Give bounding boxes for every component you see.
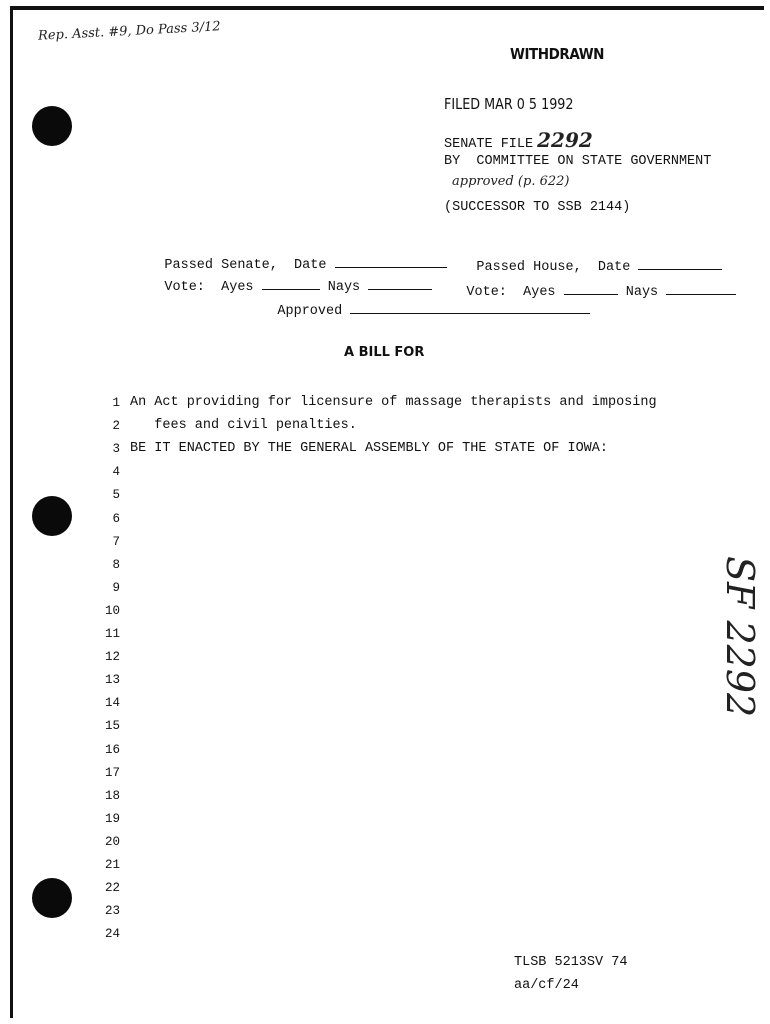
punch-hole-bottom: [32, 878, 72, 918]
line-number: 20: [104, 834, 120, 849]
line-number: 12: [104, 650, 120, 665]
page-top-edge: [10, 6, 764, 10]
approved-label: Approved: [277, 304, 343, 319]
senate-file-number: 2292: [537, 128, 593, 152]
line-number: 5: [112, 488, 120, 503]
bill-text-line: An Act providing for licensure of massage therapists and imposing: [130, 395, 657, 410]
punch-hole-middle: [32, 496, 72, 536]
senate-nays-label: Nays: [327, 280, 361, 295]
line-number: 15: [104, 719, 120, 734]
successor-line: (SUCCESSOR TO SSB 2144): [444, 200, 631, 215]
line-number: 14: [104, 696, 120, 711]
senate-file-label: SENATE FILE: [444, 137, 534, 152]
committee-line: BY COMMITTEE ON STATE GOVERNMENT: [444, 154, 712, 169]
handwritten-approved-note: approved (p. 622): [452, 174, 570, 189]
bill-text-line: BE IT ENACTED BY THE GENERAL ASSEMBLY OF THE STATE OF IOWA:: [130, 441, 608, 457]
line-number: 16: [104, 742, 120, 757]
handwritten-note-top: Rep. Asst. #9, Do Pass 3/12: [37, 19, 221, 44]
punch-hole-top: [32, 106, 72, 146]
line-number: 10: [104, 603, 120, 618]
senate-file-line: [444, 128, 593, 152]
passed-senate-label: Passed Senate, Date: [164, 258, 327, 273]
line-number: 7: [112, 534, 120, 549]
line-number: 17: [104, 765, 120, 780]
footer-initials: aa/cf/24: [514, 978, 579, 993]
line-number: 1: [112, 396, 120, 410]
page-left-edge: [10, 6, 13, 1018]
filed-stamp: FILED MAR 0 5 1992: [444, 95, 574, 113]
line-number: 9: [112, 580, 120, 595]
footer-code: TLSB 5213SV 74: [514, 955, 628, 970]
line-number: 19: [104, 811, 120, 826]
line-number: 11: [104, 627, 120, 641]
line-number: 18: [104, 788, 120, 803]
handwritten-vertical-file-number: SF 2292: [718, 556, 762, 718]
line-number: 4: [112, 465, 120, 480]
approved-row: [245, 289, 590, 334]
line-number: 8: [112, 557, 120, 572]
house-nays-blank: [666, 294, 736, 295]
line-number: 3: [112, 442, 120, 457]
bill-heading: A BILL FOR: [344, 345, 425, 360]
house-nays-label: Nays: [625, 285, 659, 300]
line-number: 24: [104, 927, 120, 942]
line-number: 6: [112, 511, 120, 526]
withdrawn-stamp: WITHDRAWN: [510, 45, 605, 63]
passed-house-label: Passed House, Date: [476, 260, 631, 275]
line-number: 2: [112, 419, 120, 434]
line-number: 13: [104, 673, 120, 688]
house-ayes-label: Vote: Ayes: [466, 285, 556, 300]
senate-ayes-label: Vote: Ayes: [164, 280, 254, 295]
approved-blank: [350, 313, 590, 314]
line-number: 22: [104, 881, 120, 896]
bill-text-line: fees and civil penalties.: [130, 418, 357, 434]
line-number: 23: [104, 904, 120, 919]
line-number: 21: [104, 858, 120, 872]
